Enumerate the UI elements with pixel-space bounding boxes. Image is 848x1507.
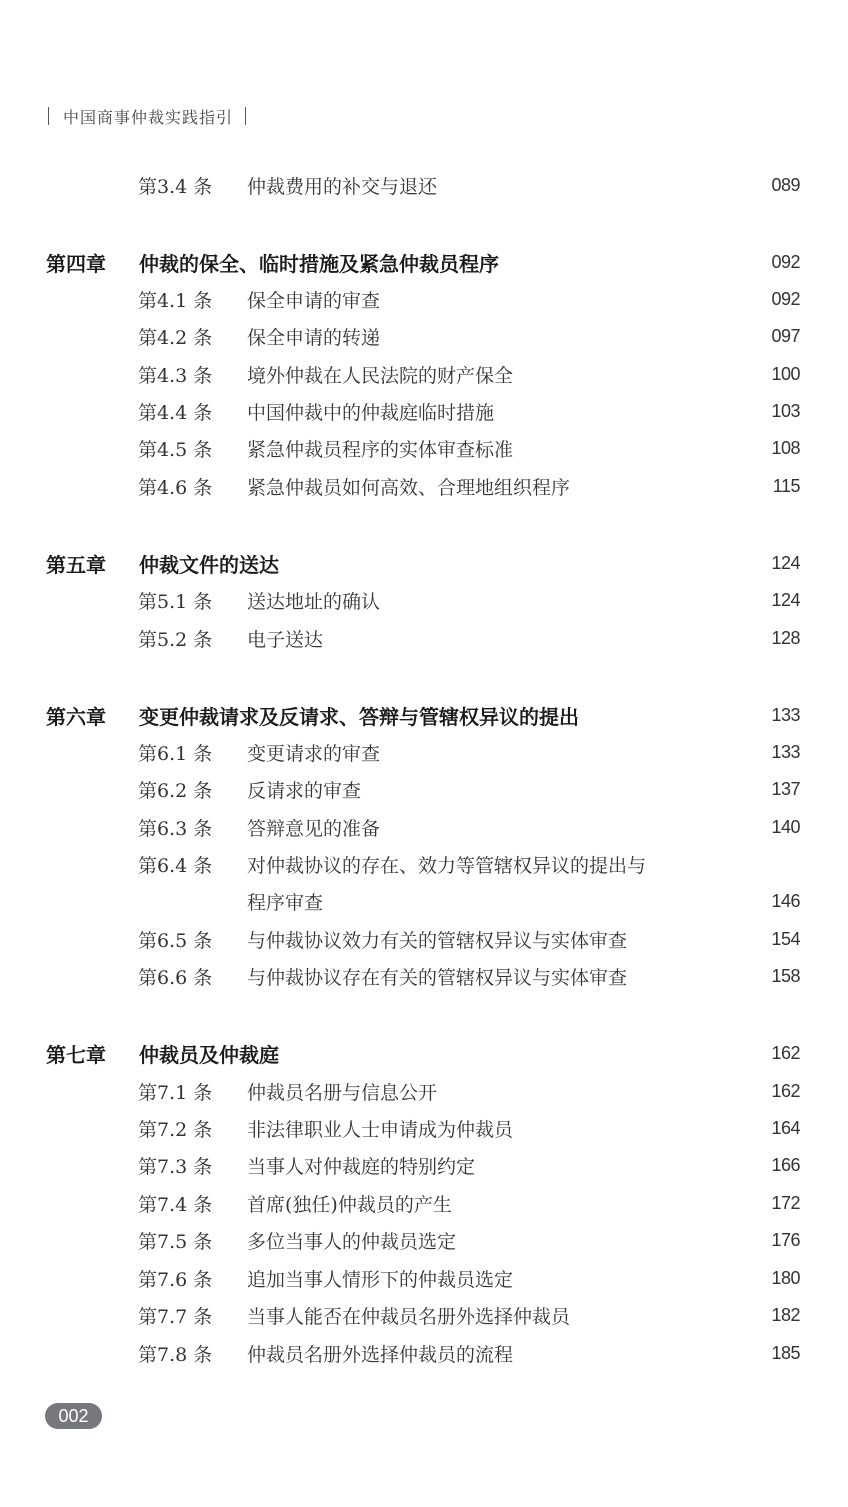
chapter-title: 仲裁文件的送达	[139, 552, 279, 577]
article-number: 第4.5 条	[138, 438, 213, 461]
article-number: 第5.2 条	[138, 628, 213, 651]
article-title: 保全申请的转递	[247, 326, 381, 349]
divider-right	[245, 107, 246, 125]
page-number: 133	[771, 704, 800, 725]
chapter-title: 仲裁员及仲裁庭	[139, 1042, 279, 1067]
toc-entry-article[interactable]	[0, 812, 848, 842]
article-title: 中国仲裁中的仲裁庭临时措施	[247, 401, 495, 424]
article-title: 紧急仲裁员如何高效、合理地组织程序	[247, 476, 571, 499]
toc-entry-article[interactable]	[0, 471, 848, 501]
article-title-continuation: 程序审查	[247, 891, 324, 914]
toc-entry-article[interactable]	[0, 623, 848, 653]
article-number: 第4.4 条	[138, 401, 213, 424]
article-title: 多位当事人的仲裁员选定	[247, 1230, 457, 1253]
article-number: 第7.3 条	[138, 1155, 213, 1178]
toc-entry-article[interactable]	[0, 774, 848, 804]
article-title: 变更请求的审查	[247, 742, 381, 765]
article-title: 首席(独任)仲裁员的产生	[247, 1193, 452, 1216]
toc-entry-article[interactable]	[0, 1113, 848, 1143]
toc-entry-article[interactable]	[0, 1338, 848, 1368]
page-number: 158	[771, 965, 800, 986]
toc-entry-continuation[interactable]	[0, 886, 848, 916]
article-number: 第7.1 条	[138, 1081, 213, 1104]
page-number: 128	[771, 627, 800, 648]
toc-entry-article[interactable]	[0, 1263, 848, 1293]
page-number: 176	[771, 1229, 800, 1250]
toc-entry-article[interactable]	[0, 396, 848, 426]
article-title: 仲裁费用的补交与退还	[247, 175, 438, 198]
article-title: 与仲裁协议存在有关的管辖权异议与实体审查	[247, 966, 628, 989]
article-number: 第7.7 条	[138, 1305, 213, 1328]
toc-entry-chapter[interactable]	[0, 700, 848, 730]
page-number: 092	[771, 251, 800, 272]
page-number: 097	[771, 325, 800, 346]
page-number: 182	[771, 1304, 800, 1325]
article-title: 与仲裁协议效力有关的管辖权异议与实体审查	[247, 929, 628, 952]
chapter-number: 第六章	[46, 704, 106, 729]
article-title: 境外仲裁在人民法院的财产保全	[247, 364, 514, 387]
article-number: 第7.6 条	[138, 1268, 213, 1291]
page-number: 092	[771, 288, 800, 309]
toc-entry-article[interactable]	[0, 359, 848, 389]
toc-entry-article[interactable]	[0, 961, 848, 991]
chapter-number: 第五章	[46, 552, 106, 577]
article-title: 追加当事人情形下的仲裁员选定	[247, 1268, 514, 1291]
article-number: 第6.5 条	[138, 929, 213, 952]
page-number: 103	[771, 400, 800, 421]
chapter-number: 第四章	[46, 251, 106, 276]
article-number: 第4.6 条	[138, 476, 213, 499]
page-number: 133	[771, 741, 800, 762]
article-title: 非法律职业人士申请成为仲裁员	[247, 1118, 514, 1141]
page-number: 185	[771, 1342, 800, 1363]
article-title: 对仲裁协议的存在、效力等管辖权异议的提出与	[247, 854, 647, 877]
article-title: 保全申请的审查	[247, 289, 381, 312]
article-number: 第4.1 条	[138, 289, 213, 312]
toc-entry-article[interactable]	[0, 737, 848, 767]
article-number: 第3.4 条	[138, 175, 213, 198]
article-number: 第4.3 条	[138, 364, 213, 387]
article-title: 答辩意见的准备	[247, 817, 381, 840]
toc-entry-article[interactable]	[0, 849, 848, 879]
page-number: 166	[771, 1154, 800, 1175]
toc-entry-article[interactable]	[0, 433, 848, 463]
article-number: 第7.5 条	[138, 1230, 213, 1253]
toc-entry-article[interactable]	[0, 170, 848, 200]
article-number: 第6.2 条	[138, 779, 213, 802]
page-number: 146	[771, 890, 800, 911]
toc-entry-article[interactable]	[0, 284, 848, 314]
page-number: 162	[771, 1080, 800, 1101]
article-number: 第5.1 条	[138, 590, 213, 613]
chapter-title: 变更仲裁请求及反请求、答辩与管辖权异议的提出	[139, 704, 579, 729]
toc-entry-article[interactable]	[0, 1300, 848, 1330]
page-number: 180	[771, 1267, 800, 1288]
toc-entry-chapter[interactable]	[0, 548, 848, 578]
toc-entry-article[interactable]	[0, 1188, 848, 1218]
book-title: 中国商事仲裁实践指引	[63, 107, 234, 127]
article-number: 第6.6 条	[138, 966, 213, 989]
toc-entry-article[interactable]	[0, 321, 848, 351]
page-number: 137	[771, 778, 800, 799]
toc-entry-article[interactable]	[0, 585, 848, 615]
page-number: 124	[771, 552, 800, 573]
page-number: 100	[771, 363, 800, 384]
page-number: 108	[771, 437, 800, 458]
page-number: 154	[771, 928, 800, 949]
page-number: 115	[772, 475, 800, 496]
article-number: 第7.8 条	[138, 1343, 213, 1366]
running-head	[48, 104, 246, 128]
page-number: 124	[771, 589, 800, 610]
page-number: 172	[771, 1192, 800, 1213]
article-title: 反请求的审查	[247, 779, 362, 802]
toc-entry-article[interactable]	[0, 924, 848, 954]
page-number: 140	[771, 816, 800, 837]
article-title: 电子送达	[247, 628, 324, 651]
toc-entry-chapter[interactable]	[0, 247, 848, 277]
page-number: 162	[771, 1042, 800, 1063]
article-number: 第6.4 条	[138, 854, 213, 877]
article-number: 第7.4 条	[138, 1193, 213, 1216]
article-number: 第4.2 条	[138, 326, 213, 349]
article-title: 当事人对仲裁庭的特别约定	[247, 1155, 476, 1178]
article-number: 第6.3 条	[138, 817, 213, 840]
page-number: 164	[771, 1117, 800, 1138]
article-title: 当事人能否在仲裁员名册外选择仲裁员	[247, 1305, 571, 1328]
article-number: 第6.1 条	[138, 742, 213, 765]
chapter-title: 仲裁的保全、临时措施及紧急仲裁员程序	[139, 251, 499, 276]
toc-entry-article[interactable]	[0, 1150, 848, 1180]
article-title: 仲裁员名册与信息公开	[247, 1081, 438, 1104]
page-folio-badge: 002	[45, 1403, 102, 1429]
article-number: 第7.2 条	[138, 1118, 213, 1141]
chapter-number: 第七章	[46, 1042, 106, 1067]
toc-entry-article[interactable]	[0, 1076, 848, 1106]
page-number: 089	[771, 174, 800, 195]
article-title: 送达地址的确认	[247, 590, 381, 613]
article-title: 仲裁员名册外选择仲裁员的流程	[247, 1343, 514, 1366]
divider-left	[48, 107, 49, 125]
toc-entry-article[interactable]	[0, 1225, 848, 1255]
article-title: 紧急仲裁员程序的实体审查标准	[247, 438, 514, 461]
toc-entry-chapter[interactable]	[0, 1038, 848, 1068]
